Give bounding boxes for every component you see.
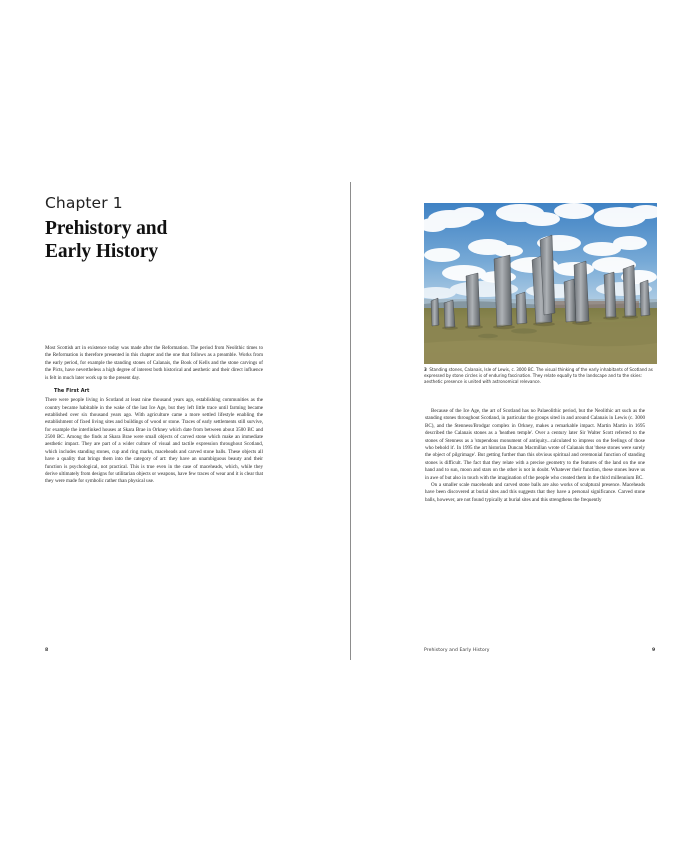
section-subheading-first-art: The First Art [54,388,90,395]
figure-caption-text: Standing stones, Calanais, Isle of Lewis, c. 3000 BC. The visual thinking of the early inhabitants of Scotland as expressed by stone circles is of enduring fascination. They relate equally to the landscape and to the skies: aesthetic presence is united with astronomical relevance. [424,367,653,385]
chapter-title-line-2: Early History [45,240,158,262]
right-paragraph-1: Because of the Ice Age, the art of Scotland has no Palaeolithic period, but the Neolithic art such as the standing stones throughout Scotland, in particular the groups sited in and around Calanais in Lewis (c. 3000 BC), and the Stenness/Brodgar complex in Orkney, makes a remarkable impact. Martin Martin in 1695 described the Calanais stones as a 'heathen temple'. Over a century later Sir Walter Scott referred to the stones of Stenness as a 'stupendous monument of antiquity...calculated to impress on the feelings of those who behold it'. In 1995 the art historian Duncan Macmillan wrote of Calanais that 'these stones were surely the object of pilgrimage'. But getting further than this obvious spiritual and ceremonial function of standing stones is difficult. The fact that they relate with a precise geometry to the features of the land on the one hand and to sun, moon and stars on the other is not in doubt. Whatever their function, these stones leave us in awe of but also in touch with the imagination of the people who created them in the third millennium BC. [425,408,645,481]
chapter-heading-block [45,195,290,263]
intro-paragraph: Most Scottish art in existence today was made after the Reformation. The period from Neolithic times to the Reformation is therefore presented in this chapter and the one that follows as a preamble. Works from the early period, for example the standing stones of Calanais, the Book of Kells and the stone carvings of the Picts, have nevertheless a high degree of interest both historical and aesthetic and their direct influence is felt in much later work up to the present day. [45,345,263,381]
standing-stones-calanais-photograph [424,203,657,364]
right-page-body-text [425,408,645,504]
left-page-body-text [45,345,263,486]
chapter-label: Chapter 1 [45,194,123,212]
photograph-artwork [424,203,657,364]
figure-caption [424,367,657,385]
right-paragraph-2: On a smaller scale maceheads and carved stone balls are also works of sculptural presence. Maceheads have been discovered at burial sites and this suggests that they have a personal significance. Carved stone balls, however, are not found typically at burial sites and this strengthens the frequently [425,481,645,503]
page-number-right: 9 [652,648,656,653]
page-number-left: 8 [45,648,49,653]
first-art-paragraph: There were people living in Scotland at least nine thousand years ago, establishing communities as the country became habitable in the wake of the last Ice Age, but they left little trace until farming became established over six thousand years ago. With agriculture came a more settled lifestyle enabling the establishment of fixed living sites and buildings of wood or stone. Traces of early settlements still survive, for example the interlinked houses at Skara Brae in Orkney which date from between about 3500 BC and 2500 BC. Among the finds at Skara Brae were small objects of carved stone which make an immediate aesthetic impact. They are part of a wider culture of visual and tactile expression throughout Scotland, which includes standing stones, cup and ring marks, maceheads and carved stone balls. These objects all have a quality that brings them into the category of art: they have an unambiguous beauty and their function is psychological, not practical. This is true even in the case of maceheads, which, while they derive ultimately from designs for utilitarian objects or weapons, have few traces of wear and it is clear that they were made for symbolic rather than physical use. [45,397,263,485]
figure-number: 3 [424,367,427,372]
chapter-title-line-1: Prehistory and [45,218,168,240]
chapter-title [45,218,290,263]
running-head: Prehistory and Early History [424,648,490,653]
center-gutter-rule [350,182,351,660]
